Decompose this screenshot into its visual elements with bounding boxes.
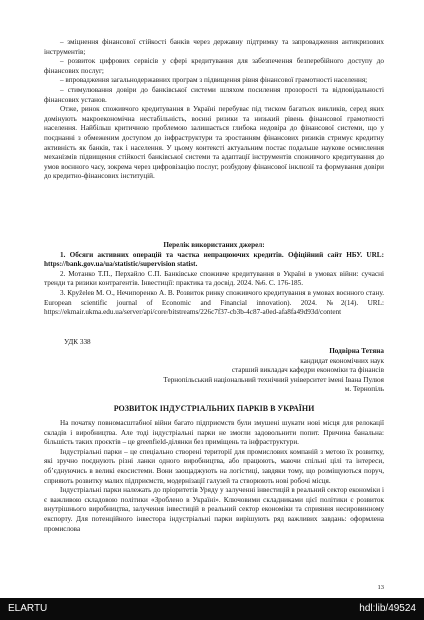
author-block xyxy=(124,347,384,395)
bullet-paragraph: – розвиток цифрових сервісів у сфері кредитування для забезпечення безперебійного доступу до фінансових послуг; xyxy=(44,57,384,75)
article-title: РОЗВИТОК ІНДУСТРІАЛЬНИХ ПАРКІВ В УКРАЇНИ xyxy=(113,404,315,413)
body-paragraph: Індустріальні парки – це спеціально створені території для промислових компаній з метою їх розвитку, які зручно поєднують різні ланки одного виробництва, або працюють, маючи спільні цілі та інтереси, об’єднуючись в великі екосистеми. Вони заощаджують на логістиці, завдяки тому, що розміщуються поруч, сприяють розвитку малих підприємств, модернізації галузей та створюють нові робочі місця. xyxy=(44,447,384,485)
author-city: м. Тернопіль xyxy=(344,385,384,394)
reference-item: 2. Мотанко Т.П., Перхайло С.П. Банківське споживче кредитування в Україні в умовах війни: сучасні тренди та ризики контрагентів. Інвестиції: практика та досвід. 2024. №6. С. 176-185. xyxy=(44,269,384,288)
reference-item: 1. Обсяги активних операцій та частка непрацюючих кредитів. Офіційний сайт НБУ. URL: https://bank.gov.ua/ua/statistic/supervision statist. xyxy=(44,250,384,269)
author-degree: кандидат економічних наук xyxy=(300,356,384,365)
footer-bar xyxy=(0,598,424,620)
references-title: Перелік використаних джерел: xyxy=(163,241,265,249)
body-paragraph: На початку повномасштабної війни багато підприємств були змушені шукати нові місця для релокації складів і виробництва. Але тоді індустріальні парки не змогли задовольнити попит. Причина банальна: більшість таких проєктів – це greenfield-ділянки без приміщень та інфраструктури. xyxy=(44,419,384,447)
bullet-paragraph: – зміцнення фінансової стійкості банків через державну підтримку та запровадження антикризових інструментів; xyxy=(44,38,384,56)
author-name: Подвірна Тетяна xyxy=(329,347,384,355)
page-number: 13 xyxy=(377,584,384,591)
repository-label: ELARTU xyxy=(8,603,48,614)
body-paragraph: Індустріальні парки належать до пріоритетів Уряду у залученні інвестицій в реальний сектор економіки і є важливою складовою політики «Зроблено в Україні». Ключовими складниками цієї політики є розвиток внутрішнього виробництва, залучення інвестицій в реальний сектор економіки та сприяння несировинному експорту. Для потенційного інвестора індустріальні парки вирішують ряд важливих завдань: оформлена промислова xyxy=(44,486,384,533)
author-position: старший викладач кафедри економіки та фінансів xyxy=(231,366,384,375)
references-block xyxy=(44,241,384,318)
reference-item: 3. Круželев М. О., Нечипоренко А. В. Розвиток ринку споживчого кредитування в умовах воєнного стану. European scientific journal of Economic and Financial innovation). 2024. №2(14). URL: https://ekmair.ukma.edu.ua/server/api/core/bitstreams/226c7f37-cb3b-4c87-a0ed-afa8fa49d93d/content xyxy=(44,288,384,317)
bullet-paragraph: – впровадження загальнодержавних програм з підвищення рівня фінансової грамотності населення; xyxy=(60,76,368,85)
top-text-block xyxy=(44,38,384,182)
udk-code: УДК 338 xyxy=(64,338,91,346)
article-body xyxy=(44,419,384,534)
bullet-paragraph: – стимулювання довіри до банківської системи шляхом посилення прозорості та відповідальності фінансових установ. xyxy=(44,85,384,104)
conclusion-paragraph: Отже, ринок споживчого кредитування в Україні перебуває під тиском багатьох викликів, серед яких домінують макроекономічна нестабільність, воєнні ризики та низький рівень фінансової грамотності населення. Найбільш критичною проблемою залишається глибока недовіра до фінансової системи, що у поєднанні з обмеженим доступом до інфраструктури та зростанням фінансових ризиків стримує кредитну активність як банків, так і населення. У цьому контексті актуальним постає подальше наукове осмислення механізмів підвищення стійкості банківської системи та адаптації інструментів споживчого кредитування до умов воєнного часу, зокрема через цифровізацію послуг, розбудову фінансової інклюзії та формування довіри до кредитно-фінансових інституцій. xyxy=(44,105,384,181)
handle-label: hdl:lib/49524 xyxy=(359,603,416,614)
author-affiliation: Тернопільський національний технічний університет імені Івана Пулюя xyxy=(163,375,384,384)
